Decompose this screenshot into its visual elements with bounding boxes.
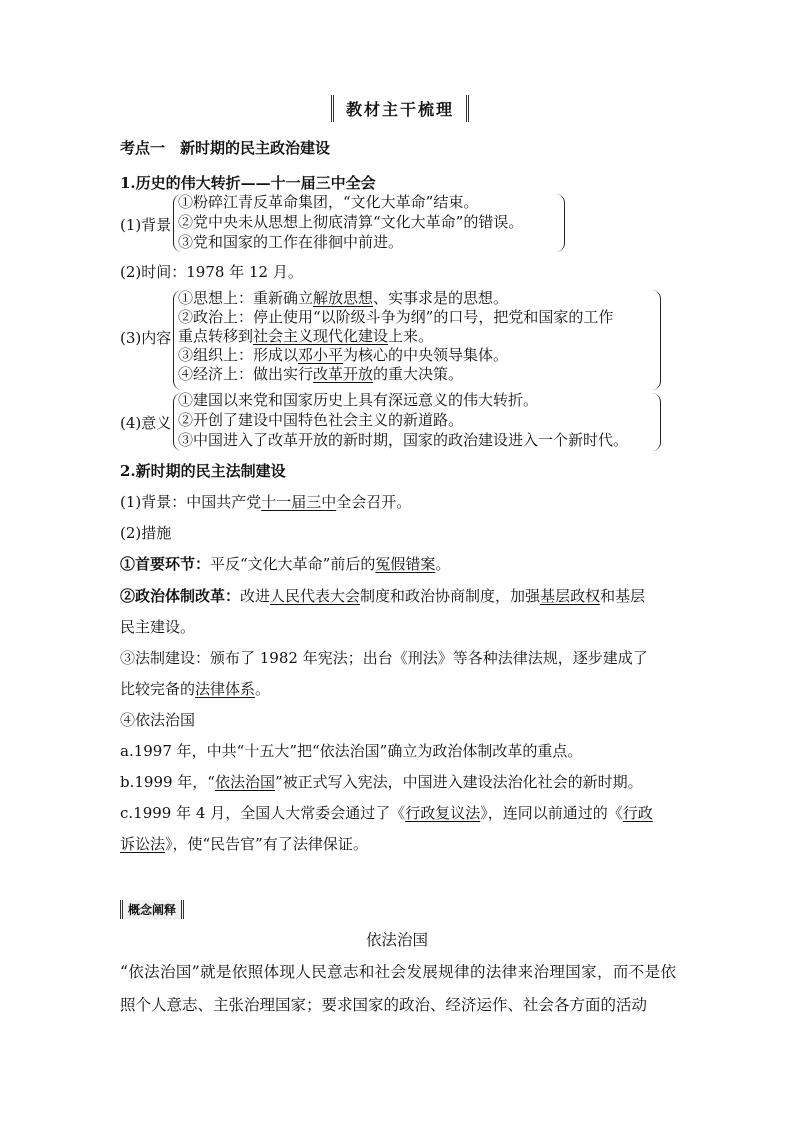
significance-label: (4)意义: [120, 414, 172, 432]
text: 改进: [240, 587, 271, 605]
key-term: 法律体系: [195, 680, 256, 698]
measure-4: ④依法治国: [120, 711, 196, 729]
right-brace: [652, 393, 661, 451]
text: 比较完备的: [120, 680, 196, 698]
text: 。: [435, 555, 451, 573]
measure-title: ①首要环节：: [120, 555, 211, 573]
background-item-1: ①粉碎江青反革命集团，“文化大革命”结束。: [178, 193, 479, 211]
background-item-3: ③党和国家的工作在徘徊中前进。: [178, 233, 404, 251]
content-item-1: [178, 288, 508, 308]
text: 》，连同以前通过的《: [480, 804, 623, 822]
time-line: (2)时间：1978 年 12 月。: [120, 263, 303, 281]
content-item-3: [178, 345, 508, 365]
key-term: 基层政权: [540, 587, 601, 605]
kaodian-heading: 考点一 新时期的民主政治建设: [120, 139, 331, 157]
background-label: (1)背景: [120, 216, 172, 234]
key-term: 行政: [622, 804, 653, 822]
key-term: 社会主义现代化建设: [253, 327, 389, 345]
text: 重点转移到: [178, 327, 254, 345]
text: 全会召开。: [336, 493, 412, 511]
key-term: 改革开放: [313, 365, 374, 383]
content-item-4: [178, 364, 463, 384]
text: (1)背景：中国共产党: [120, 493, 262, 511]
text: 》，使“民告官”有了法律保证。: [165, 835, 368, 853]
right-brace: [556, 194, 565, 252]
key-term: 人民代表大会: [270, 587, 361, 605]
text: 为核心的中央领导集体。: [343, 346, 509, 364]
background-item-2: ②党中央未从思想上彻底清算“文化大革命”的错误。: [178, 213, 524, 231]
text: ①思想上：重新确立: [178, 289, 314, 307]
section-title: 教材主干梳理: [331, 95, 469, 122]
key-term: 依法治国: [214, 773, 275, 791]
key-term: 诉讼法: [120, 835, 166, 853]
rule-of-law-a: a.1997 年，中共“十五大”把“依法治国”确立为政治体制改革的重点。: [120, 742, 583, 760]
measure-3: ③法制建设：颁布了 1982 年宪法；出台《刑法》等各种法律法规，逐步建成了: [120, 649, 648, 667]
measure-1: [120, 554, 450, 574]
text: c.1999 年 4 月，全国人大常委会通过了《: [120, 804, 406, 822]
key-term: 邓小平: [298, 346, 344, 364]
text: 和基层: [600, 587, 646, 605]
key-term: 行政复议法: [405, 804, 481, 822]
text: 上来。: [388, 327, 434, 345]
text: 、实事求是的思想。: [373, 289, 509, 307]
concept-tag: 概念阐释: [120, 900, 184, 919]
measure-3-cont: [120, 679, 270, 699]
measures-label: (2)措施: [120, 524, 172, 542]
text: ”被正式写入宪法，中国进入建设法治化社会的新时期。: [275, 773, 643, 791]
content-label: (3)内容: [120, 329, 172, 347]
text: 。: [255, 680, 271, 698]
rule-of-law-b: [120, 772, 643, 792]
rule-of-law-c: [120, 803, 653, 823]
content-item-2-cont: [178, 326, 433, 346]
measure-2: [120, 586, 645, 606]
significance-item-3: ③中国进入了改革开放的新时期，国家的政治建设进入一个新时代。: [178, 431, 629, 449]
right-brace: [652, 290, 661, 390]
measure-title: ②政治体制改革：: [120, 587, 241, 605]
heading-legal-construction: 2.新时期的民主法制建设: [120, 462, 286, 480]
key-term: 十一届三中: [261, 493, 337, 511]
legal-background: [120, 492, 411, 512]
text: 平反“文化大革命”前后的: [210, 555, 376, 573]
measure-2-cont: 民主建设。: [120, 618, 196, 636]
text: 制度和政治协商制度，加强: [360, 587, 541, 605]
significance-item-1: ①建国以来党和国家历史上具有深远意义的伟大转折。: [178, 391, 539, 409]
text: 的重大决策。: [373, 365, 464, 383]
content-item-2: ②政治上：停止使用“以阶级斗争为纲”的口号，把党和国家的工作: [178, 308, 614, 326]
rule-of-law-c-cont: [120, 834, 368, 854]
key-term: 冤假错案: [375, 555, 436, 573]
concept-paragraph: “依法治国”就是依照体现人民意志和社会发展规律的法律来治理国家，而不是依照个人意志、主张治理国家；要求国家的政治、经济运作、社会各方面的活动: [120, 963, 676, 1014]
significance-item-2: ②开创了建设中国特色社会主义的新道路。: [178, 411, 464, 429]
text: ③组织上：形成以: [178, 346, 299, 364]
text: ④经济上：做出实行: [178, 365, 314, 383]
concept-title: 依法治国: [366, 931, 429, 949]
text: b.1999 年，“: [120, 773, 215, 791]
key-term: 解放思想: [313, 289, 374, 307]
heading-turning-point: 1.历史的伟大转折——十一届三中全会: [120, 174, 376, 192]
